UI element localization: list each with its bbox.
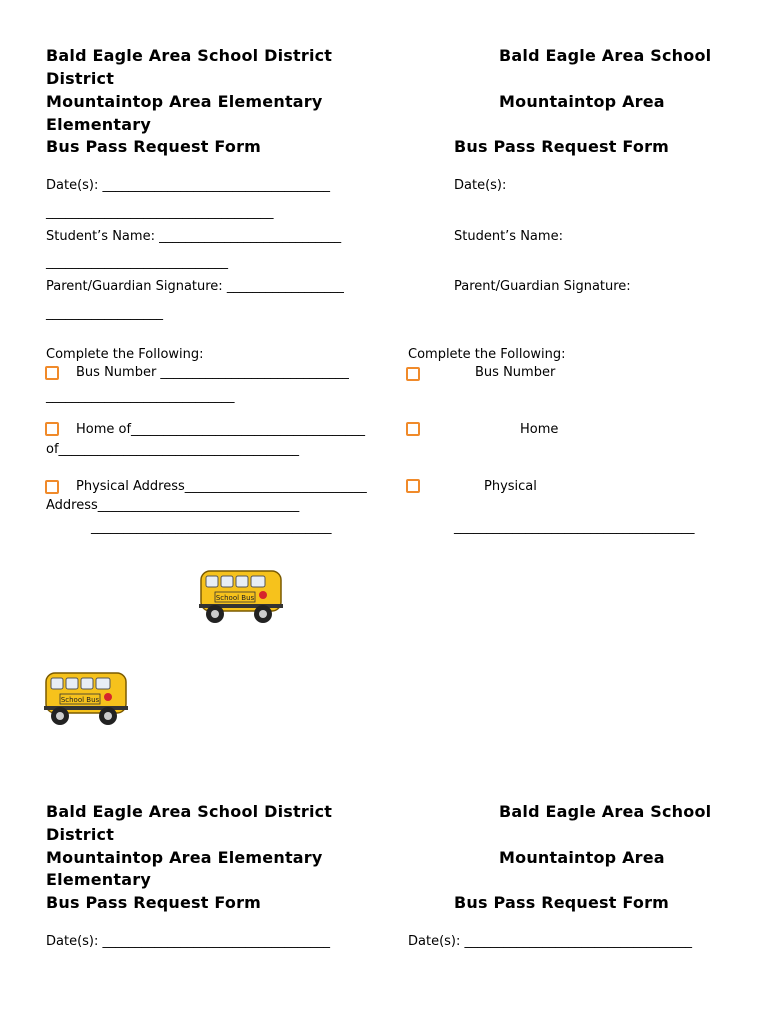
- district-title-wrap: District: [46, 69, 115, 88]
- form-title-right: Bus Pass Request Form: [454, 137, 670, 156]
- school-bus-image-2: [44, 670, 130, 728]
- parent-signature-field-right[interactable]: Parent/Guardian Signature:: [454, 279, 631, 294]
- parent-signature-line[interactable]: __________________: [46, 306, 163, 321]
- physical-address-checkbox[interactable]: [45, 480, 59, 494]
- student-name-line[interactable]: ____________________________: [46, 255, 228, 270]
- physical-address-checkbox-right[interactable]: [406, 479, 420, 493]
- school-title-wrap-2: Elementary: [46, 870, 151, 889]
- parent-signature-field[interactable]: Parent/Guardian Signature: __________________: [46, 279, 344, 294]
- home-of-line[interactable]: of_____________________________________: [46, 442, 300, 457]
- complete-following-label-right: Complete the Following:: [408, 347, 566, 362]
- form-title-2: Bus Pass Request Form: [46, 893, 262, 912]
- dates-field-line[interactable]: ___________________________________: [46, 205, 274, 220]
- home-checkbox-right[interactable]: [406, 422, 420, 436]
- district-title-right: Bald Eagle Area School: [499, 46, 712, 65]
- school-title-wrap: Elementary: [46, 115, 151, 134]
- physical-address-field-right[interactable]: Physical: [484, 479, 537, 494]
- student-name-field-right[interactable]: Student’s Name:: [454, 229, 563, 244]
- home-field-right[interactable]: Home: [520, 422, 559, 437]
- physical-address-line-right[interactable]: _____________________________________: [454, 520, 695, 535]
- home-of-checkbox[interactable]: [45, 422, 59, 436]
- school-title-right: Mountaintop Area: [499, 92, 665, 111]
- bus-number-field[interactable]: Bus Number _____________________________: [76, 365, 349, 380]
- school-bus-image: [199, 568, 285, 626]
- physical-address-line[interactable]: Address_______________________________: [46, 498, 300, 513]
- bus-number-field-right[interactable]: Bus Number: [475, 365, 556, 380]
- home-of-field[interactable]: Home of____________________________________: [76, 422, 366, 437]
- district-title-wrap-2: District: [46, 825, 115, 844]
- complete-following-label: Complete the Following:: [46, 347, 204, 362]
- dates-field[interactable]: Date(s): ___________________________________: [46, 178, 331, 193]
- bus-number-line[interactable]: _____________________________: [46, 389, 235, 404]
- student-name-field[interactable]: Student’s Name: ____________________________: [46, 229, 342, 244]
- bus-sign-text: School Bus: [215, 594, 255, 602]
- district-title-2: Bald Eagle Area School District: [46, 802, 333, 821]
- district-title-right-2: Bald Eagle Area School: [499, 802, 712, 821]
- dates-field-right-2[interactable]: Date(s): ___________________________________: [408, 934, 693, 949]
- form-title-right-2: Bus Pass Request Form: [454, 893, 670, 912]
- district-title: Bald Eagle Area School District: [46, 46, 333, 65]
- physical-address-field[interactable]: Physical Address____________________________: [76, 479, 367, 494]
- physical-address-line-extra[interactable]: _____________________________________: [91, 520, 332, 535]
- school-title-right-2: Mountaintop Area: [499, 848, 665, 867]
- dates-field-2[interactable]: Date(s): ___________________________________: [46, 934, 331, 949]
- school-title: Mountaintop Area Elementary: [46, 92, 323, 111]
- dates-field-right[interactable]: Date(s):: [454, 178, 507, 193]
- bus-sign-text-2: School Bus: [60, 696, 100, 704]
- bus-number-checkbox[interactable]: [45, 366, 59, 380]
- school-title-2: Mountaintop Area Elementary: [46, 848, 323, 867]
- bus-number-checkbox-right[interactable]: [406, 367, 420, 381]
- form-title: Bus Pass Request Form: [46, 137, 262, 156]
